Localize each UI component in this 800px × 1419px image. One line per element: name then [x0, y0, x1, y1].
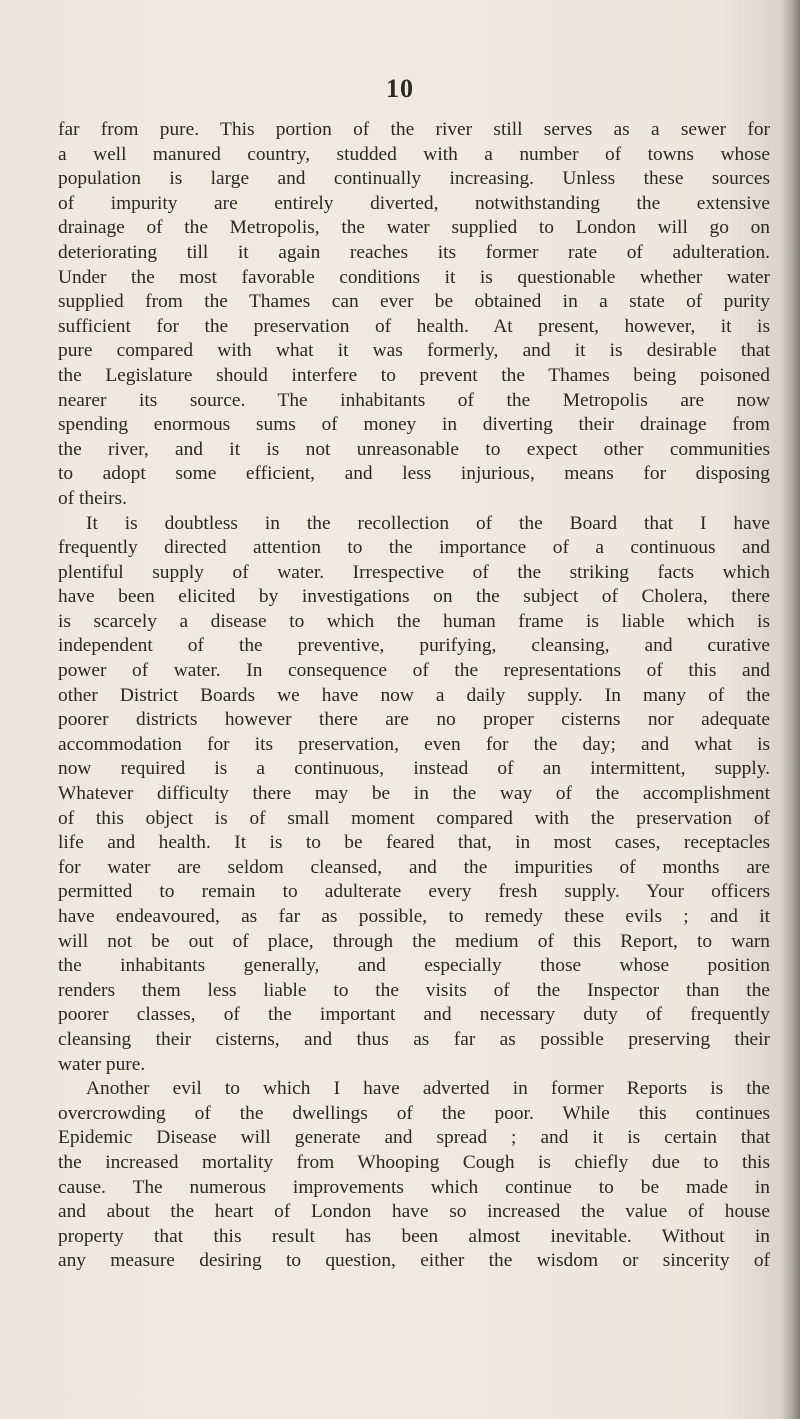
- text-line: plentiful supply of water. Irrespective of the striking facts which: [58, 561, 770, 583]
- text-line: accommodation for its preservation, even for the day; and what is: [58, 733, 770, 755]
- text-line: Epidemic Disease will generate and spread ; and it is certain that: [58, 1127, 770, 1149]
- text-line: is scarcely a disease to which the human frame is liable which is: [58, 610, 770, 632]
- text-line: independent of the preventive, purifying, cleansing, and curative: [58, 635, 770, 657]
- text-line: It is doubtless in the recollection of the Board that I have: [86, 512, 770, 534]
- text-line: other District Boards we have now a daily supply. In many of the: [58, 684, 770, 706]
- paragraph: [58, 512, 770, 1078]
- text-line: the Legislature should interfere to prevent the Thames being poisoned: [58, 364, 770, 386]
- text-line: frequently directed attention to the importance of a continuous and: [58, 537, 770, 559]
- text-line: permitted to remain to adulterate every fresh supply. Your officers: [58, 881, 770, 903]
- text-line: of this object is of small moment compared with the preservation of: [58, 807, 770, 829]
- text-line: of impurity are entirely diverted, notwithstanding the extensive: [58, 192, 770, 214]
- page-edge-shadow: [782, 0, 800, 1419]
- text-line: supplied from the Thames can ever be obtained in a state of purity: [58, 291, 770, 313]
- text-line: water pure.: [58, 1053, 146, 1075]
- text-line: now required is a continuous, instead of an intermittent, supply.: [58, 758, 770, 780]
- text-line: have been elicited by investigations on the subject of Cholera, there: [58, 586, 770, 608]
- text-line: sufficient for the preservation of health. At present, however, it is: [58, 315, 770, 337]
- text-line: of theirs.: [58, 487, 127, 509]
- text-line: the increased mortality from Whooping Cough is chiefly due to this: [58, 1151, 770, 1173]
- text-line: property that this result has been almost inevitable. Without in: [58, 1225, 770, 1247]
- text-line: cleansing their cisterns, and thus as far as possible preserving their: [58, 1028, 770, 1050]
- text-line: deteriorating till it again reaches its former rate of adulteration.: [58, 241, 770, 263]
- text-line: nearer its source. The inhabitants of the Metropolis are now: [58, 389, 770, 411]
- text-line: a well manured country, studded with a number of towns whose: [58, 143, 770, 165]
- text-line: the inhabitants generally, and especially those whose position: [58, 955, 770, 977]
- text-line: have endeavoured, as far as possible, to remedy these evils ; and it: [58, 906, 770, 927]
- text-line: poorer classes, of the important and necessary duty of frequently: [58, 1004, 770, 1026]
- text-line: renders them less liable to the visits of the Inspector than the: [58, 979, 770, 1001]
- paragraph: [58, 1077, 770, 1274]
- text-line: Under the most favorable conditions it is questionable whether water: [58, 266, 770, 288]
- text-line: drainage of the Metropolis, the water supplied to London will go on: [58, 217, 770, 239]
- text-line: any measure desiring to question, either the wisdom or sincerity of: [58, 1250, 770, 1272]
- text-line: population is large and continually increasing. Unless these sources: [58, 168, 770, 190]
- paragraph: [58, 118, 770, 512]
- text-line: pure compared with what it was formerly, and it is desirable that: [58, 340, 770, 362]
- text-line: and about the heart of London have so increased the value of house: [58, 1201, 770, 1223]
- text-line: to adopt some efficient, and less injurious, means for disposing: [58, 463, 770, 485]
- text-line: power of water. In consequence of the representations of this and: [58, 660, 770, 682]
- text-line: will not be out of place, through the medium of this Report, to warn: [58, 930, 770, 952]
- text-line: poorer districts however there are no proper cisterns nor adequate: [58, 709, 770, 731]
- text-line: life and health. It is to be feared that, in most cases, receptacles: [58, 832, 770, 854]
- text-line: Whatever difficulty there may be in the way of the accomplishment: [58, 783, 770, 805]
- text-line: Another evil to which I have adverted in former Reports is the: [86, 1078, 770, 1100]
- text-line: far from pure. This portion of the river still serves as a sewer for: [58, 119, 770, 140]
- text-line: spending enormous sums of money in diverting their drainage from: [58, 414, 770, 436]
- text-line: cause. The numerous improvements which continue to be made in: [58, 1176, 770, 1198]
- text-line: the river, and it is not unreasonable to expect other communities: [58, 438, 770, 460]
- text-line: for water are seldom cleansed, and the impurities of months are: [58, 856, 770, 878]
- page-number: 10: [386, 74, 414, 103]
- text-line: overcrowding of the dwellings of the poor. While this continues: [58, 1102, 770, 1124]
- body-text: [58, 118, 770, 1274]
